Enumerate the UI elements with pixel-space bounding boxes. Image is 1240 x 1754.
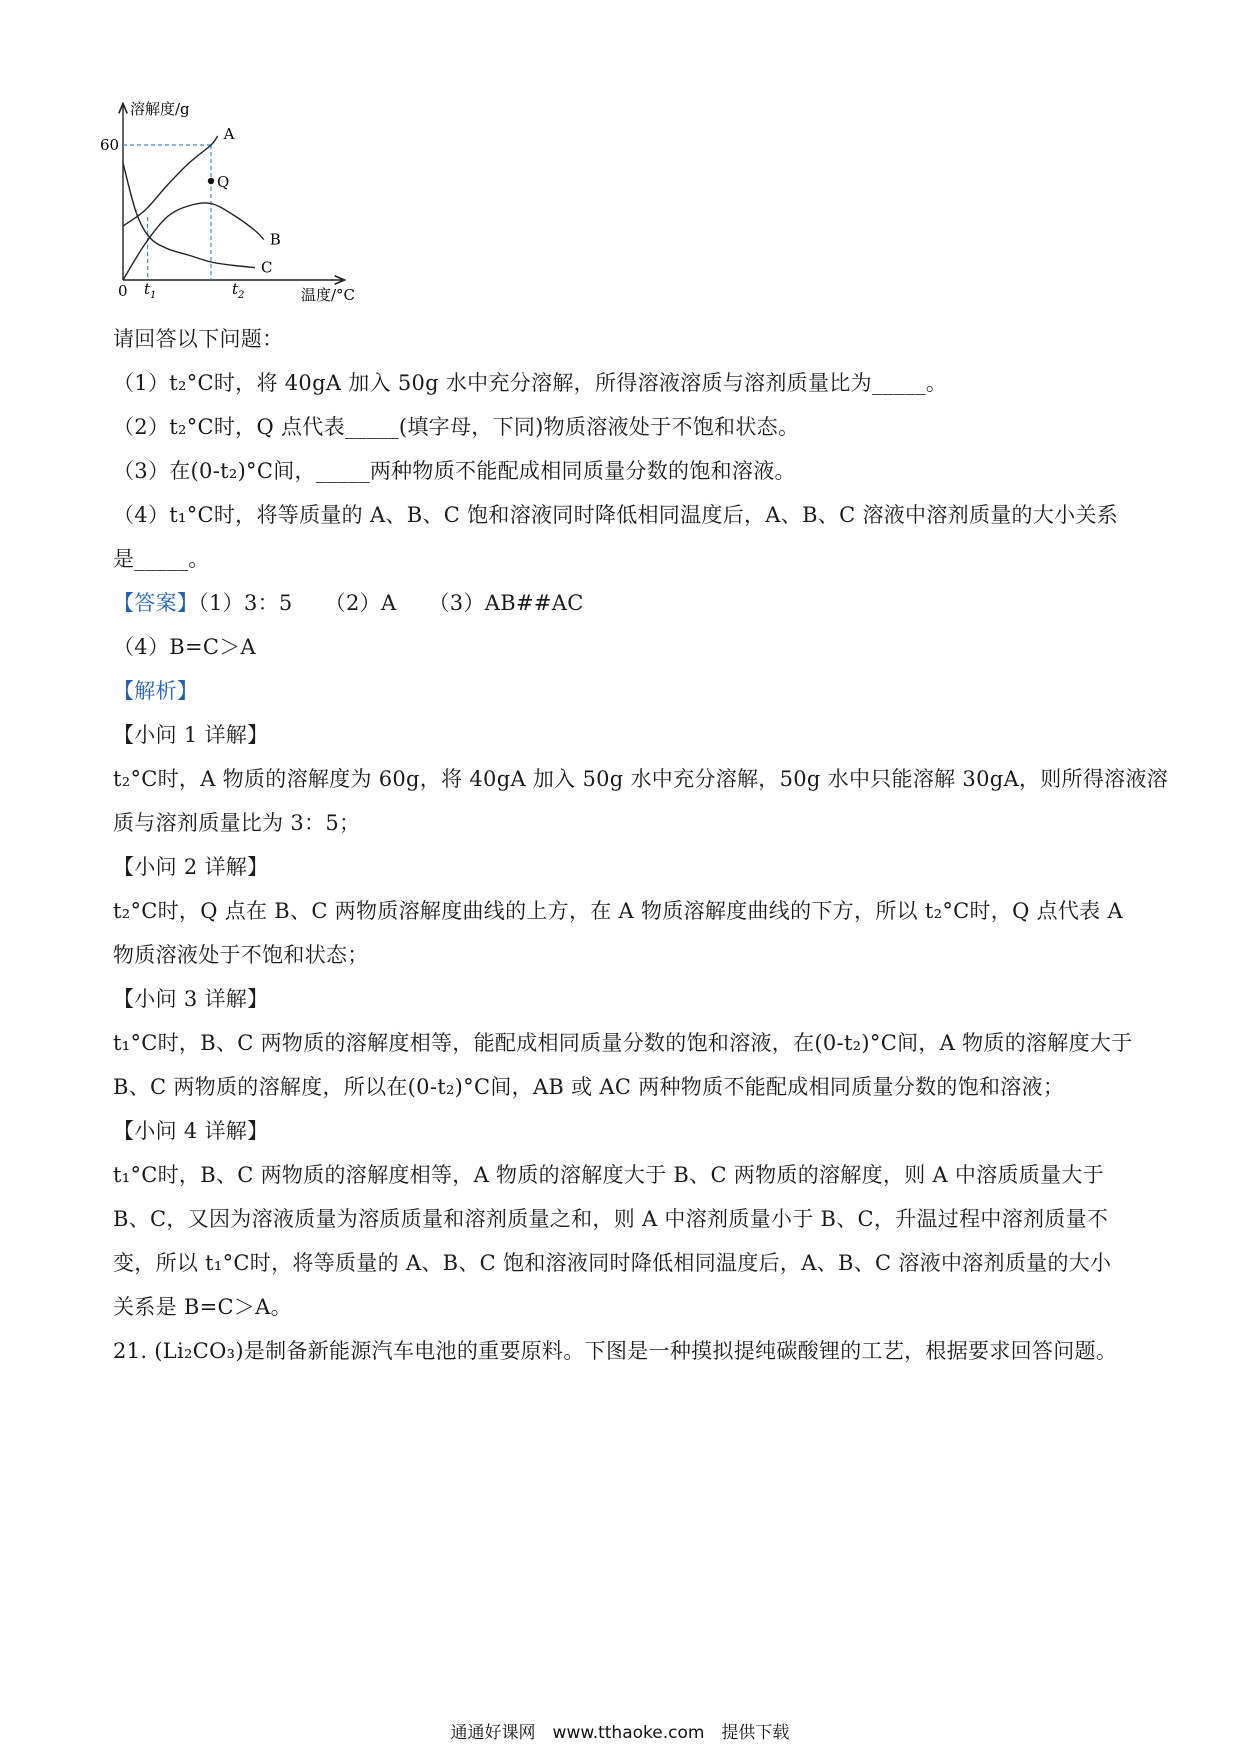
- question-4-line-2: 是_____。: [113, 547, 210, 571]
- question-2: （2）t₂°C时，Q 点代表_____(填字母，下同)物质溶液处于不饱和状态。: [113, 415, 800, 439]
- analysis-4-line-3: 变，所以 t₁°C时，将等质量的 A、B、C 饱和溶液同时降低相同温度后，A、B、C 溶液中溶剂质量的大小: [113, 1251, 1112, 1275]
- answer-line-1: [113, 588, 584, 618]
- analysis-2-line-1: t₂°C时，Q 点在 B、C 两物质溶解度曲线的上方，在 A 物质溶解度曲线的下方，所以 t₂°C时，Q 点代表 A: [113, 899, 1123, 923]
- sub-question-1-heading: 【小问 1 详解】: [113, 723, 269, 747]
- curve-label-b: B: [269, 230, 281, 249]
- analysis-3-line-2: B、C 两物质的溶解度，所以在(0-t₂)°C间，AB 或 AC 两种物质不能配成相同质量分数的饱和溶液；: [113, 1075, 1065, 1099]
- sub-question-4-heading: 【小问 4 详解】: [113, 1119, 269, 1143]
- sub-question-3-heading: 【小问 3 详解】: [113, 987, 269, 1011]
- question-4-line-1: （4）t₁°C时，将等质量的 A、B、C 饱和溶液同时降低相同温度后，A、B、C 溶液中溶剂质量的大小关系: [113, 503, 1119, 527]
- y-tick-60: 60: [100, 136, 120, 154]
- x-tick-t2: $t_2$: [232, 280, 245, 301]
- page-footer: 通通好课网 www.tthaoke.com 提供下载: [450, 1723, 790, 1743]
- analysis-1-line-1: t₂°C时，A 物质的溶解度为 60g，将 40gA 加入 50g 水中充分溶解，50g 水中只能溶解 30gA，则所得溶液溶: [113, 767, 1169, 791]
- question-1: （1）t₂°C时，将 40gA 加入 50g 水中充分溶解，所得溶液溶质与溶剂质量比为_____。: [113, 371, 948, 395]
- analysis-2-line-2: 物质溶液处于不饱和状态；: [113, 943, 369, 967]
- curve-b: [123, 203, 264, 280]
- solubility-chart: [100, 100, 410, 345]
- sub-question-2-heading: 【小问 2 详解】: [113, 855, 269, 879]
- next-question: 21. (Li₂CO₃)是制备新能源汽车电池的重要原料。下图是一种摸拟提纯碳酸锂的工艺，根据要求回答问题。: [113, 1339, 1118, 1363]
- origin-label: 0: [118, 282, 128, 300]
- analysis-4-line-4: 关系是 B=C＞A。: [113, 1295, 292, 1319]
- analysis-4-line-1: t₁°C时，B、C 两物质的溶解度相等，A 物质的溶解度大于 B、C 两物质的溶解度，则 A 中溶质质量大于: [113, 1163, 1105, 1187]
- question-3: （3）在(0-t₂)°C间，_____两种物质不能配成相同质量分数的饱和溶液。: [113, 459, 796, 483]
- analysis-3-line-1: t₁°C时，B、C 两物质的溶解度相等，能配成相同质量分数的饱和溶液，在(0-t₂)°C间，A 物质的溶解度大于: [113, 1031, 1133, 1055]
- point-q-label: Q: [217, 173, 230, 191]
- y-axis-label: 溶解度/g: [130, 100, 190, 118]
- x-tick-t1: $t_1$: [144, 280, 157, 301]
- answer-line-2: （4）B=C＞A: [113, 635, 257, 659]
- analysis-4-line-2: B、C，又因为溶液质量为溶质质量和溶剂质量之和，则 A 中溶剂质量小于 B、C，升温过程中溶剂质量不: [113, 1207, 1109, 1231]
- curve-label-a: A: [223, 125, 235, 143]
- answer-values-1: （1）3：5 （2）A （3）AB##AC: [198, 591, 584, 615]
- x-axis-label: 温度/°C: [301, 286, 356, 304]
- answer-tag: 【答案】: [113, 591, 199, 615]
- analysis-tag: 【解析】: [113, 679, 199, 703]
- analysis-1-line-2: 质与溶剂质量比为 3：5；: [113, 811, 361, 835]
- point-q: [208, 178, 214, 184]
- curve-label-c: C: [261, 258, 273, 277]
- questions-intro: 请回答以下问题：: [113, 327, 284, 351]
- curve-a: [123, 136, 218, 226]
